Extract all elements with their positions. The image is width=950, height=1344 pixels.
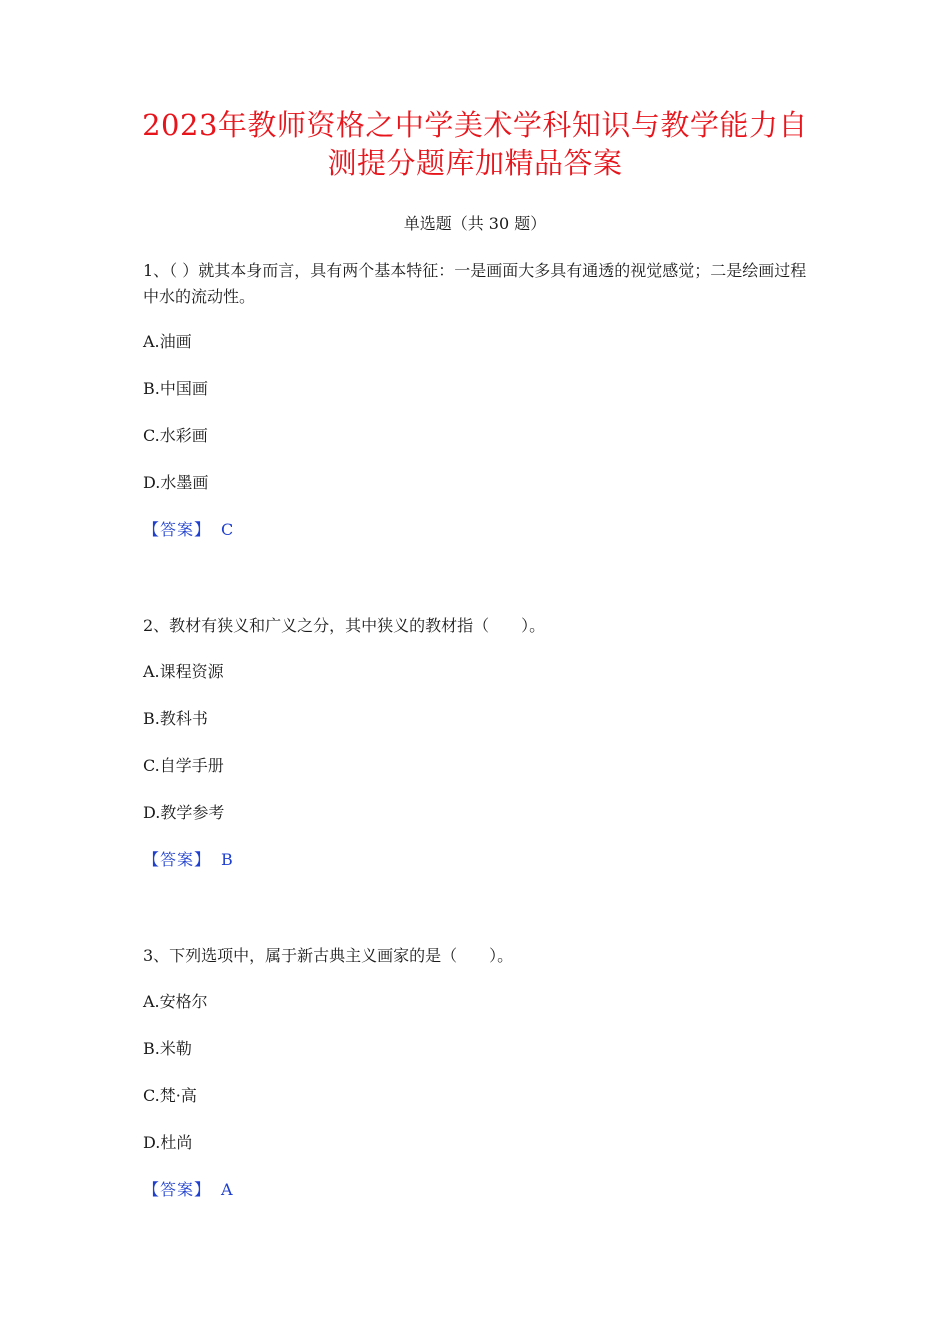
answer-value: B [221, 850, 233, 869]
answer-value: C [221, 520, 234, 539]
question-3-option-b: B.米勒 [143, 1039, 192, 1058]
question-1-stem: 1、（ ）就其本身而言，具有两个基本特征：一是画面大多具有通透的视觉感觉；二是绘画过程中水的流动性。 [143, 261, 807, 306]
question-3-option-d: D.杜尚 [143, 1133, 193, 1152]
title-line-1: 2023年教师资格之中学美术学科知识与教学能力自 [142, 108, 808, 142]
question-3-option-a: A.安格尔 [143, 992, 208, 1011]
question-1-option-b: B.中国画 [143, 379, 208, 398]
answer-value: A [221, 1180, 233, 1199]
question-2-answer [143, 848, 233, 872]
question-2-stem: 2、教材有狭义和广义之分，其中狭义的教材指（ ）。 [143, 616, 546, 635]
question-2-option-a: A.课程资源 [143, 662, 224, 681]
answer-label: 【答案】 [143, 1180, 212, 1199]
question-1-option-c: C.水彩画 [143, 426, 208, 445]
question-3-stem: 3、下列选项中，属于新古典主义画家的是（ ）。 [143, 946, 514, 965]
question-2-option-c: C.自学手册 [143, 756, 224, 775]
question-2-option-d: D.教学参考 [143, 803, 225, 822]
question-1-answer [143, 518, 233, 542]
document-title [100, 106, 850, 182]
question-1-option-d: D.水墨画 [143, 473, 209, 492]
answer-label: 【答案】 [143, 850, 212, 869]
question-3-option-c: C.梵·高 [143, 1086, 197, 1105]
question-2-option-b: B.教科书 [143, 709, 208, 728]
question-1-option-a: A.油画 [143, 332, 192, 351]
section-header: 单选题（共 30 题） [403, 214, 547, 233]
answer-label: 【答案】 [143, 520, 212, 539]
title-line-2: 测提分题库加精品答案 [327, 146, 623, 180]
question-3-answer [143, 1178, 233, 1202]
